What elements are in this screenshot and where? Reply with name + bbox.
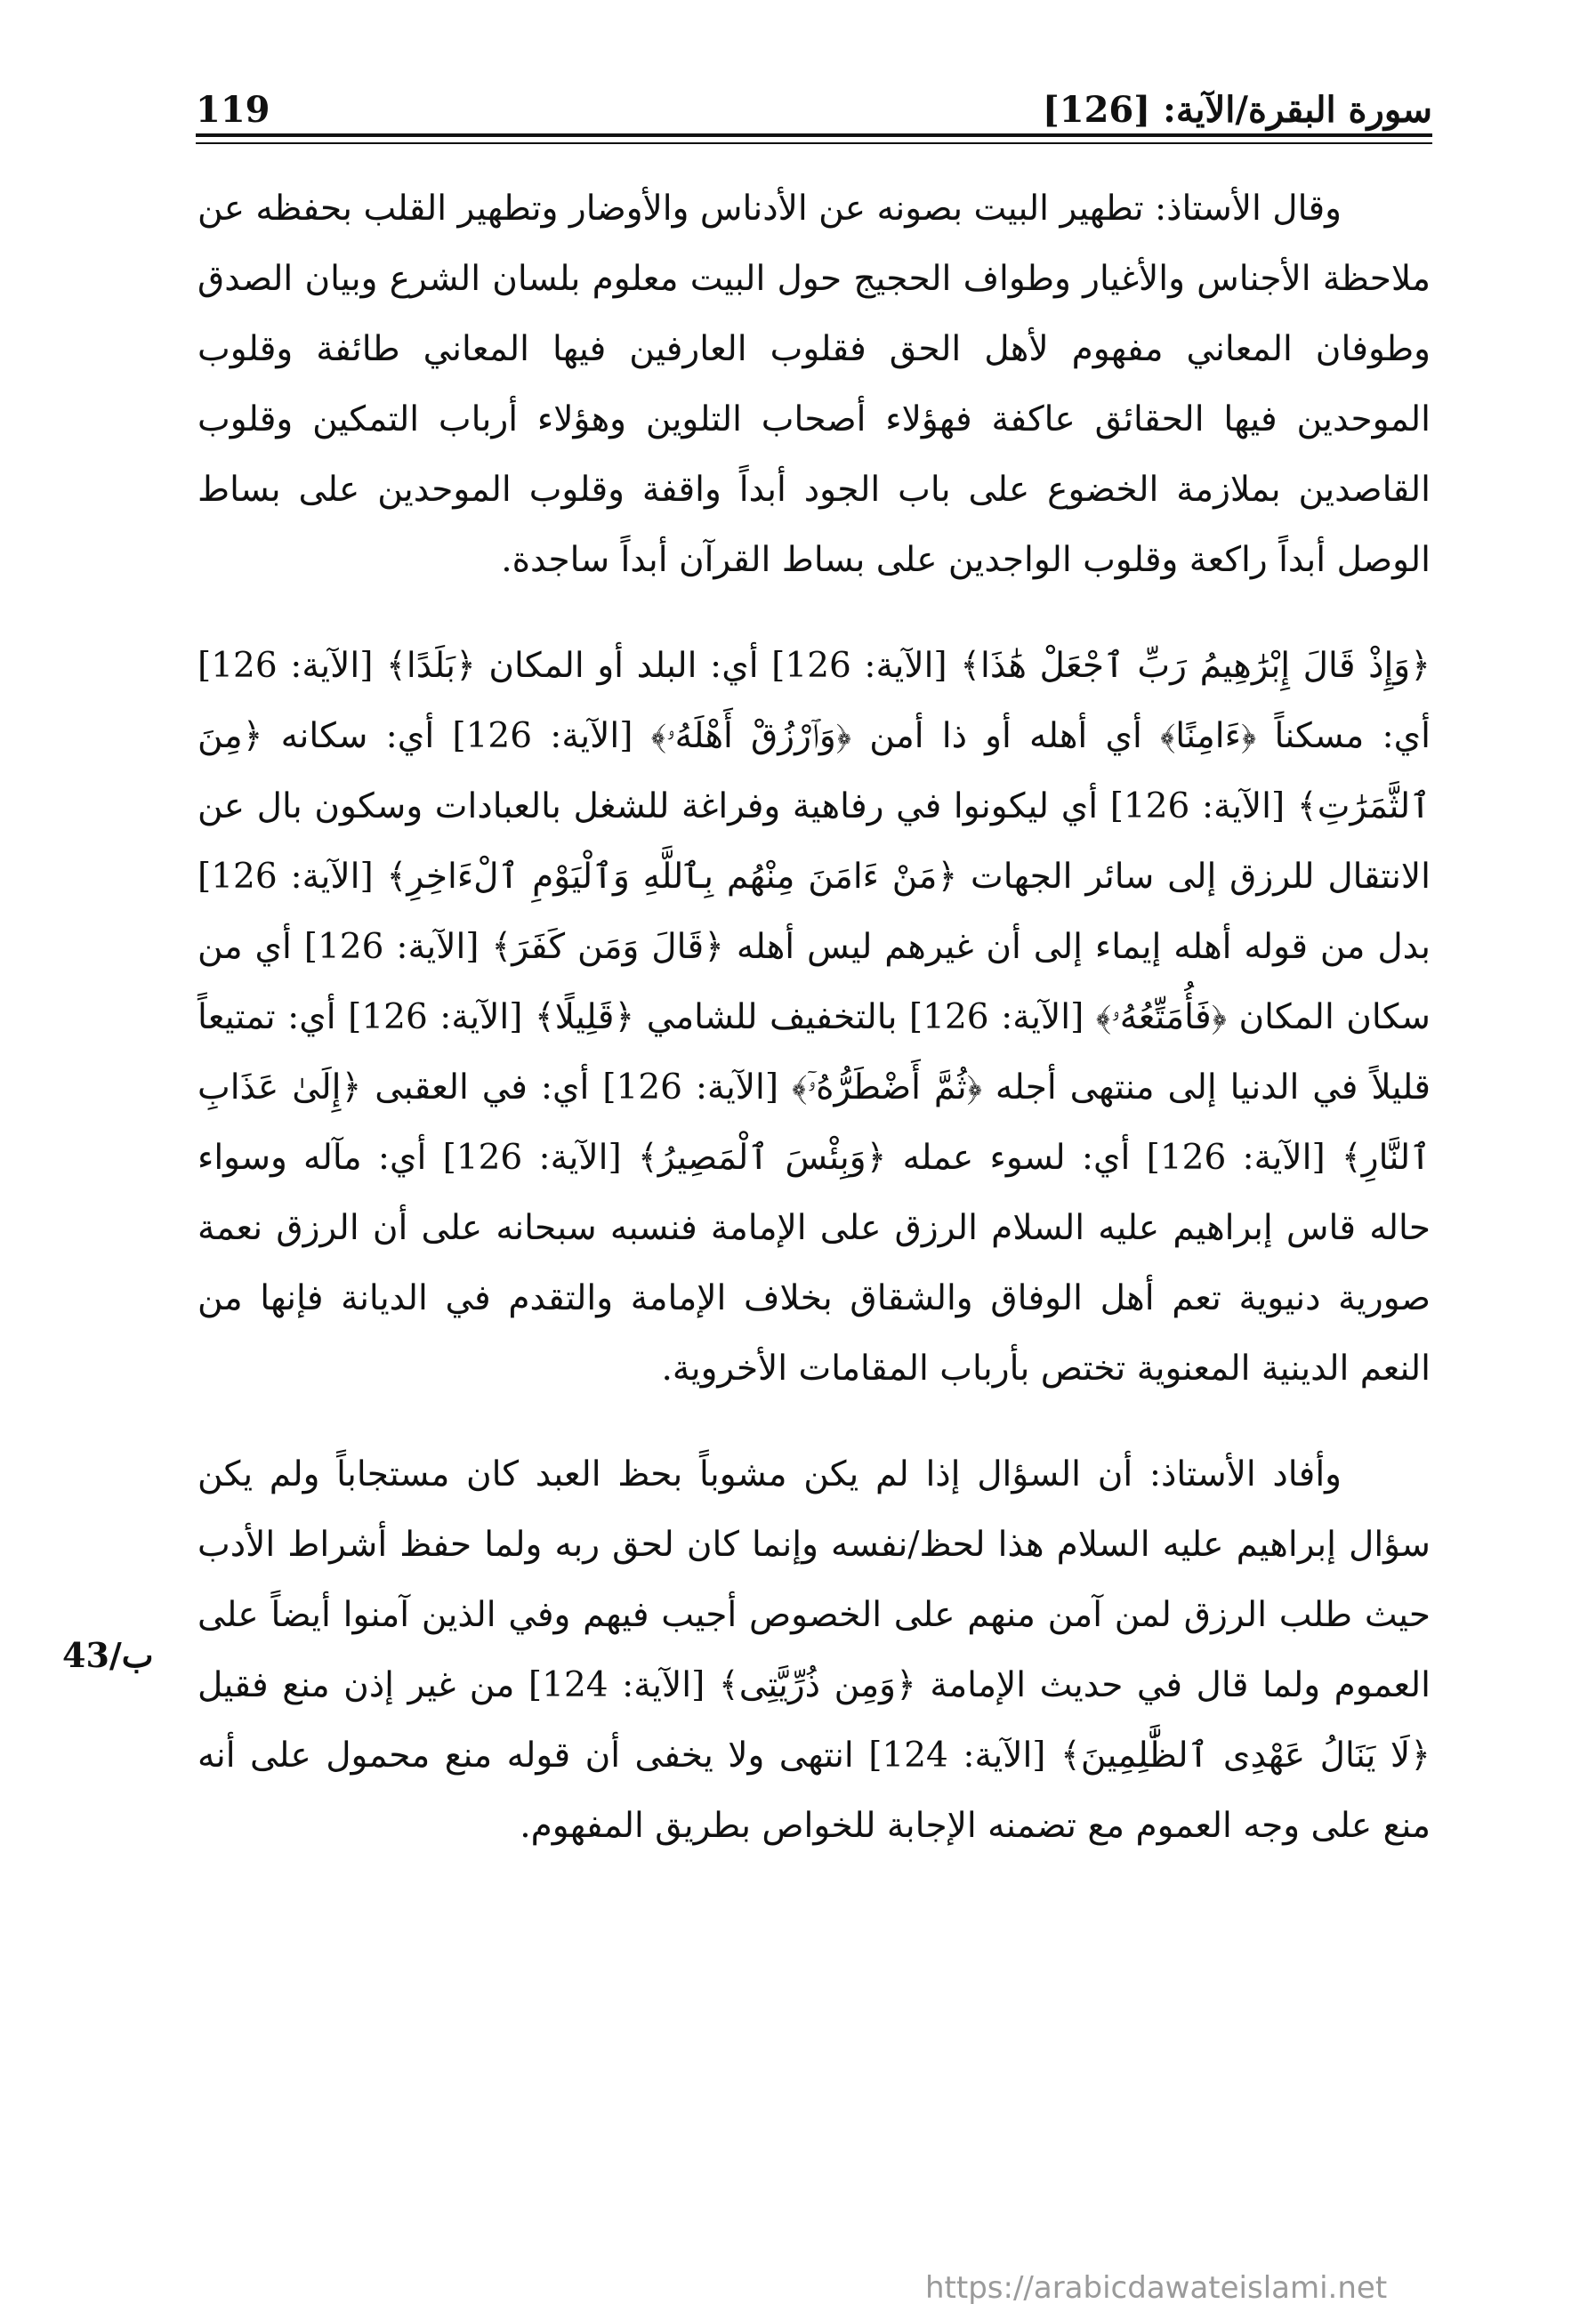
page-header: [196, 78, 1432, 131]
header-rule-thick: [196, 133, 1432, 137]
header-rule-thin: [196, 142, 1432, 144]
watermark-url: https://arabicdawateislami.net: [925, 2270, 1388, 2306]
running-title: سورة البقرة/الآية: [126]: [1042, 89, 1432, 131]
paragraph-tafsir-verse-126: ﴿وَإِذْ قَالَ إِبْرَٰهِيمُ رَبِّ ٱجْعَلْ هَٰذَا﴾ [الآية: 126] أي: البلد أو المكان ﴿بَلَدًا﴾ [الآية: 126] أي: مسكناً ﴿ءَامِنًا﴾ أي أهله أو ذا أمن ﴿وَٱرْزُقْ أَهْلَهُۥ﴾ [الآية: 126] أي: سكانه ﴿مِنَ ٱلثَّمَرَٰتِ﴾ [الآية: 126] أي ليكونوا في رفاهية وفراغة للشغل بالعبادات وسكون بال عن الانتقال للرزق إلى سائر الجهات ﴿مَنْ ءَامَنَ مِنْهُم بِٱللَّهِ وَٱلْيَوْمِ ٱلْءَاخِرِ﴾ [الآية: 126] بدل من قوله أهله إيماء إلى أن غيرهم ليس أهله ﴿قَالَ وَمَن كَفَرَ﴾ [الآية: 126] أي من سكان المكان ﴿فَأُمَتِّعُهُۥ﴾ [الآية: 126] بالتخفيف للشامي ﴿قَلِيلًا﴾ [الآية: 126] أي: تمتيعاً قليلاً في الدنيا إلى منتهى أجله ﴿ثُمَّ أَضْطَرُّهُۥٓ﴾ [الآية: 126] أي: في العقبى ﴿إِلَىٰ عَذَابِ ٱلنَّارِ﴾ [الآية: 126] أي: لسوء عمله ﴿وَبِئْسَ ٱلْمَصِيرُ﴾ [الآية: 126] أي: مآله وسواء حاله قاس إبراهيم عليه السلام الرزق على الإمامة فنسبه سبحانه على أن الرزق نعمة صورية دنيوية تعم أهل الوفاق والشقاق بخلاف الإمامة والتقدم في الديانة فإنها من النعم الدينية المعنوية تختص بأرباب المقامات الأخروية.: [197, 646, 1431, 1389]
paragraph-gap: [197, 1404, 1431, 1439]
paragraph-ustadh-tathir: وقال الأستاذ: تطهير البيت بصونه عن الأدناس والأوضار وتطهير القلب بحفظه عن ملاحظة الأجناس والأغيار وطواف الحجيج حول البيت معلوم بلسان الشرع وبيان الصدق وطوفان المعاني مفهوم لأهل الحق فقلوب العارفين فيها المعاني طائفة وقلوب الموحدين فيها الحقائق عاكفة فهؤلاء أصحاب التلوين وهؤلاء أرباب التمكين وقلوب القاصدين بملازمة الخضوع على باب الجود أبداً واقفة وقلوب الموحدين على بساط الوصل أبداً راكعة وقلوب الواجدين على بساط القرآن أبداً ساجدة.: [197, 189, 1431, 580]
paragraph-gap: [197, 595, 1431, 631]
paragraph-ustadh-dua: وأفاد الأستاذ: أن السؤال إذا لم يكن مشوباً بحظ العبد كان مستجاباً ولم يكن سؤال إبراهيم عليه السلام هذا لحظ/نفسه وإنما كان لحق ربه ولما حفظ أشراط الأدب حيث طلب الرزق لمن آمن منهم على الخصوص أجيب فيهم وفي الذين آمنوا أيضاً على العموم ولما قال في حديث الإمامة ﴿وَمِن ذُرِّيَّتِى﴾ [الآية: 124] من غير إذن منع فقيل ﴿لَا يَنَالُ عَهْدِى ٱلظَّٰلِمِينَ﴾ [الآية: 124] انتهى ولا يخفى أن قوله منع محمول على أنه منع على وجه العموم مع تضمنه الإجابة للخواص بطريق المفهوم.: [197, 1454, 1431, 1846]
page-number: 119: [196, 89, 270, 131]
page-body: [197, 173, 1431, 1861]
manuscript-folio-note: 43/ب: [62, 1635, 154, 1675]
